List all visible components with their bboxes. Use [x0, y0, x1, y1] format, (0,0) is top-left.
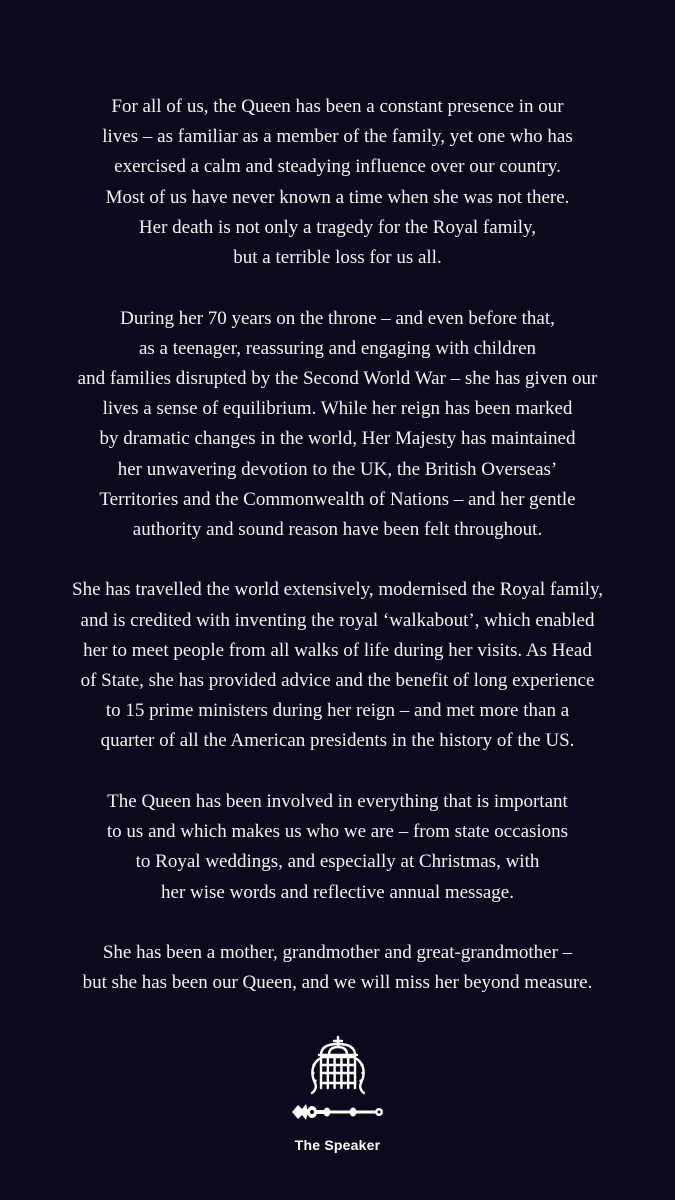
portcullis-icon	[305, 1035, 371, 1095]
text-line: of State, she has provided advice and the benefit of long experience	[80, 670, 595, 692]
speaker-emblem	[0, 1035, 675, 1153]
text-line: and families disrupted by the Second World War – she has given our	[77, 367, 598, 389]
text-line: to us and which makes us who we are – from state occasions	[106, 821, 569, 843]
text-line: She has been a mother, grandmother and great-grandmother –	[102, 942, 573, 964]
text-line: Her death is not only a tragedy for the Royal family,	[138, 216, 537, 238]
text-line: and is credited with inventing the royal ‘walkabout’, which enabled	[80, 609, 595, 631]
paragraph	[0, 575, 675, 756]
speaker-signature: The Speaker	[294, 1137, 381, 1153]
text-line: lives – as familiar as a member of the family, yet one who has	[102, 126, 573, 148]
text-line: Territories and the Commonwealth of Nations – and her gentle	[99, 488, 576, 510]
text-line: exercised a calm and steadying influence over our country.	[114, 156, 561, 178]
text-line: authority and sound reason have been felt throughout.	[132, 518, 543, 540]
paragraph	[0, 92, 675, 273]
paragraph	[0, 787, 675, 908]
text-line: by dramatic changes in the world, Her Majesty has maintained	[99, 428, 576, 450]
text-line: but she has been our Queen, and we will miss her beyond measure.	[82, 972, 593, 994]
text-line: She has travelled the world extensively, modernised the Royal family,	[72, 579, 603, 601]
text-line: her to meet people from all walks of life during her visits. As Head	[83, 639, 592, 661]
text-line: her wise words and reflective annual message.	[161, 881, 514, 903]
text-line: The Queen has been involved in everything that is important	[107, 790, 568, 812]
paragraph	[0, 304, 675, 546]
text-line: to 15 prime ministers during her reign – and met more than a	[105, 700, 570, 722]
text-line: as a teenager, reassuring and engaging with children	[138, 337, 537, 359]
mace-icon	[290, 1101, 386, 1123]
text-line: her unwavering devotion to the UK, the British Overseas’	[117, 458, 558, 480]
text-line: Most of us have never known a time when she was not there.	[105, 186, 570, 208]
paragraph	[0, 938, 675, 998]
statement-text	[0, 92, 675, 1029]
text-line: but a terrible loss for us all.	[233, 247, 442, 269]
text-line: During her 70 years on the throne – and even before that,	[120, 307, 555, 329]
text-line: to Royal weddings, and especially at Christmas, with	[135, 851, 540, 873]
text-line: quarter of all the American presidents in the history of the US.	[100, 730, 575, 752]
text-line: For all of us, the Queen has been a constant presence in our	[111, 96, 564, 117]
text-line: lives a sense of equilibrium. While her reign has been marked	[102, 398, 573, 420]
